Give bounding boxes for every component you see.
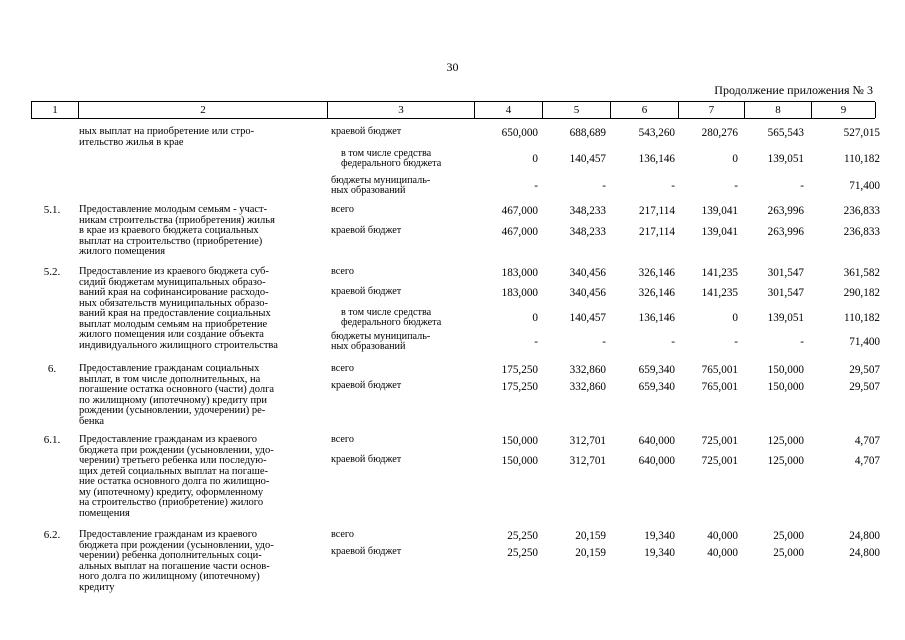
- cell-value: 125,000: [767, 435, 804, 447]
- cell-value: 765,001: [701, 381, 738, 393]
- header-col-8: 8: [744, 102, 811, 118]
- cell-value: 24,800: [849, 547, 880, 559]
- cell-value: 139,041: [701, 226, 738, 238]
- header-col-4: 4: [474, 102, 542, 118]
- cell-value: 25,000: [773, 530, 804, 542]
- cell-value: -: [534, 180, 538, 192]
- cell-value: 150,000: [767, 381, 804, 393]
- cell-value: 765,001: [701, 364, 738, 376]
- row-number: 5.2.: [43, 266, 61, 278]
- funding-source: бюджеты муниципаль- ных образований: [331, 175, 431, 196]
- header-col-5: 5: [542, 102, 610, 118]
- cell-value: 40,000: [707, 547, 738, 559]
- cell-value: 183,000: [501, 287, 538, 299]
- cell-value: 659,340: [638, 381, 675, 393]
- header-col-6: 6: [610, 102, 678, 118]
- funding-source: краевой бюджет: [331, 286, 402, 297]
- cell-value: 236,833: [843, 226, 880, 238]
- row-description: ных выплат на приобретение или стро- ительство жилья в крае: [79, 126, 255, 148]
- funding-source: в том числе средства федерального бюджета: [341, 307, 442, 328]
- cell-value: -: [734, 336, 738, 348]
- row-description: Предоставление гражданам из краевого бюджета при рождении (усыновлении, удо- черении) ребенка дополнительных соци- альных выплат на погашение части основ- ного долга по жилищному (ипотечному) кредиту: [79, 529, 274, 593]
- header-col-3: 3: [327, 102, 474, 118]
- cell-value: 361,582: [843, 267, 880, 279]
- cell-value: 140,457: [569, 153, 606, 165]
- row-description: Предоставление из краевого бюджета суб- сидий бюджетам муниципальных образо- ваний края на софинансирование расходо- ных обязательств муниципальных образо- ваний края на предоставление социальных выплат молодым семьям на приобретение жилого помещения или создание объекта индивидуального жилищного строительства: [79, 266, 278, 351]
- cell-value: 467,000: [501, 226, 538, 238]
- cell-value: 659,340: [638, 364, 675, 376]
- cell-value: 4,707: [854, 455, 880, 467]
- cell-value: 217,114: [639, 226, 675, 238]
- cell-value: 40,000: [707, 530, 738, 542]
- cell-value: 139,041: [701, 205, 738, 217]
- row-number: 6.2.: [43, 529, 61, 541]
- cell-value: -: [602, 336, 606, 348]
- cell-value: 326,146: [638, 287, 675, 299]
- cell-value: 348,233: [569, 205, 606, 217]
- cell-value: 290,182: [843, 287, 880, 299]
- funding-source: краевой бюджет: [331, 546, 402, 557]
- row-number: 6.: [47, 363, 57, 375]
- funding-source: всего: [331, 204, 354, 215]
- cell-value: 150,000: [767, 364, 804, 376]
- cell-value: 110,182: [844, 153, 880, 165]
- cell-value: 4,707: [854, 435, 880, 447]
- cell-value: 725,001: [701, 435, 738, 447]
- table-header: [31, 101, 875, 119]
- cell-value: 301,547: [767, 267, 804, 279]
- cell-value: -: [800, 180, 804, 192]
- cell-value: -: [800, 336, 804, 348]
- cell-value: 141,235: [701, 287, 738, 299]
- cell-value: 24,800: [849, 530, 880, 542]
- cell-value: 183,000: [501, 267, 538, 279]
- row-number: 5.1.: [43, 204, 61, 216]
- cell-value: 217,114: [639, 205, 675, 217]
- cell-value: -: [734, 180, 738, 192]
- cell-value: 175,250: [501, 364, 538, 376]
- cell-value: 0: [732, 312, 738, 324]
- cell-value: -: [602, 180, 606, 192]
- cell-value: 25,250: [507, 530, 538, 542]
- funding-source: всего: [331, 529, 354, 540]
- funding-source: краевой бюджет: [331, 126, 402, 137]
- cell-value: 332,860: [569, 381, 606, 393]
- cell-value: -: [671, 180, 675, 192]
- cell-value: 688,689: [569, 127, 606, 139]
- header-col-7: 7: [678, 102, 744, 118]
- page-number: 30: [446, 60, 459, 74]
- cell-value: 0: [732, 153, 738, 165]
- cell-value: 340,456: [569, 287, 606, 299]
- cell-value: 175,250: [501, 381, 538, 393]
- cell-value: 312,701: [569, 435, 606, 447]
- funding-source: краевой бюджет: [331, 380, 402, 391]
- funding-source: всего: [331, 363, 354, 374]
- cell-value: 565,543: [767, 127, 804, 139]
- cell-value: 640,000: [638, 435, 675, 447]
- cell-value: 340,456: [569, 267, 606, 279]
- cell-value: 25,250: [507, 547, 538, 559]
- cell-value: 150,000: [501, 435, 538, 447]
- continuation-label: Продолжение приложения № 3: [714, 83, 873, 97]
- row-number: 6.1.: [43, 434, 61, 446]
- cell-value: 640,000: [638, 455, 675, 467]
- cell-value: -: [534, 336, 538, 348]
- cell-value: -: [671, 336, 675, 348]
- cell-value: 725,001: [701, 455, 738, 467]
- cell-value: 543,260: [638, 127, 675, 139]
- funding-source: краевой бюджет: [331, 454, 402, 465]
- cell-value: 71,400: [849, 180, 880, 192]
- funding-source: в том числе средства федерального бюджета: [341, 148, 442, 169]
- cell-value: 527,015: [843, 127, 880, 139]
- header-col-1: 1: [31, 102, 78, 118]
- cell-value: 0: [532, 153, 538, 165]
- cell-value: 29,507: [849, 381, 880, 393]
- cell-value: 236,833: [843, 205, 880, 217]
- funding-source: всего: [331, 434, 354, 445]
- funding-source: всего: [331, 266, 354, 277]
- cell-value: 139,051: [767, 153, 804, 165]
- funding-source: краевой бюджет: [331, 225, 402, 236]
- cell-value: 301,547: [767, 287, 804, 299]
- cell-value: 136,146: [638, 153, 675, 165]
- cell-value: 29,507: [849, 364, 880, 376]
- cell-value: 263,996: [767, 205, 804, 217]
- cell-value: 326,146: [638, 267, 675, 279]
- cell-value: 141,235: [701, 267, 738, 279]
- cell-value: 280,276: [701, 127, 738, 139]
- header-col-9: 9: [811, 102, 876, 118]
- cell-value: 20,159: [575, 547, 606, 559]
- cell-value: 140,457: [569, 312, 606, 324]
- row-description: Предоставление гражданам из краевого бюджета при рождении (усыновлении, удо- черении) третьего ребенка или последую- щих детей социальных выплат на погаше- ние остатка основного долга по жилищно- му (ипотечному) кредиту, оформленному на строительство (приобретение) жилого помещения: [79, 434, 274, 519]
- cell-value: 19,340: [644, 530, 675, 542]
- cell-value: 71,400: [849, 336, 880, 348]
- cell-value: 19,340: [644, 547, 675, 559]
- cell-value: 150,000: [501, 455, 538, 467]
- cell-value: 263,996: [767, 226, 804, 238]
- cell-value: 348,233: [569, 226, 606, 238]
- cell-value: 139,051: [767, 312, 804, 324]
- cell-value: 0: [532, 312, 538, 324]
- cell-value: 125,000: [767, 455, 804, 467]
- cell-value: 20,159: [575, 530, 606, 542]
- cell-value: 467,000: [501, 205, 538, 217]
- funding-source: бюджеты муниципаль- ных образований: [331, 331, 431, 352]
- cell-value: 136,146: [638, 312, 675, 324]
- row-description: Предоставление гражданам социальных выплат, в том числе дополнительных, на погашение остатка основного (части) долга по жилищному (ипотечному) кредиту при рождении (усыновлении, удочерении) ре- бенка: [79, 363, 275, 427]
- cell-value: 110,182: [844, 312, 880, 324]
- cell-value: 312,701: [569, 455, 606, 467]
- header-col-2: 2: [78, 102, 327, 118]
- cell-value: 650,000: [501, 127, 538, 139]
- cell-value: 25,000: [773, 547, 804, 559]
- row-description: Предоставление молодым семьям - участ- никам строительства (приобретения) жилья в крае из краевого бюджета социальных выплат на строительство (приобретение) жилого помещения: [79, 204, 275, 257]
- cell-value: 332,860: [569, 364, 606, 376]
